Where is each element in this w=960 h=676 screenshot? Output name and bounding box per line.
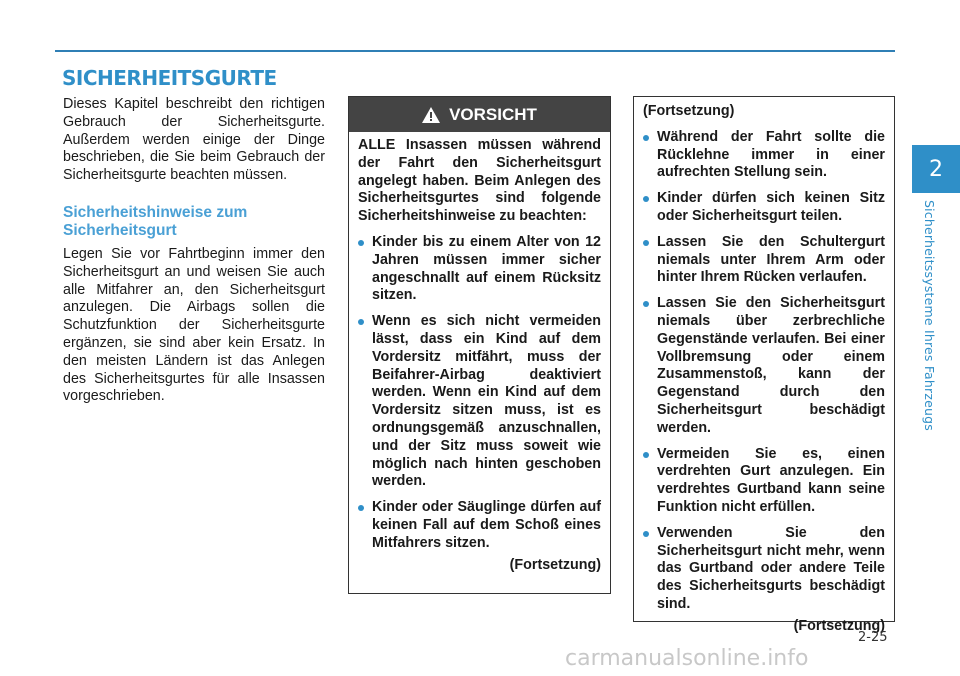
list-item: Vermeiden Sie es, einen verdrehten Gurt anzulegen. Ein verdrehtes Gurtband kann seine Funktion nicht erfüllen. — [643, 446, 885, 517]
subheading: Sicherheitshinweise zum Sicherheitsgurt — [63, 203, 248, 239]
watermark: carmanualsonline.info — [565, 646, 809, 671]
caution-intro: ALLE Insassen müssen während der Fahrt den Sicherheitsgurt angelegt haben. Beim Anlegen des Sicherheitsgurtes sind folgende Sicherheitshinweise zu beachten: — [358, 137, 601, 225]
continued-label: (Fortsetzung) — [793, 617, 885, 634]
list-item: Kinder oder Säuglinge dürfen auf keinen Fall auf dem Schoß eines Mitfahrers sitzen. — [358, 499, 601, 552]
left-column — [63, 96, 325, 406]
top-rule — [55, 50, 895, 52]
body-paragraph: Legen Sie vor Fahrtbeginn immer den Sicherheitsgurt an und weisen Sie auch alle Mitfahrer an, den Sicherheitsgurt anzulegen. Die Airbags sollen die Schutzfunktion der Sicherheitsgurte ergänzen, sie sind aber kein Ersatz. In den meisten Ländern ist das Anlegen des Sicherheitsgurtes für alle Insassen vorgeschrieben. — [63, 245, 325, 405]
list-item: Verwenden Sie den Sicherheitsgurt nicht mehr, wenn das Gurtband oder andere Teile des Sicherheitsgurts beschädigt sind. — [643, 525, 885, 614]
caution-header — [349, 97, 610, 132]
list-item: Lassen Sie den Sicherheitsgurt niemals über zerbrechliche Gegenstände verlaufen. Bei einer Vollbremsung oder einem Zusammenstoß, kann der Gegenstand durch den Sicherheitsgurt beschädigt werden. — [643, 295, 885, 437]
page-number: 2-25 — [858, 630, 888, 645]
chapter-tab: 2 — [912, 145, 960, 193]
list-item: Lassen Sie den Schultergurt niemals unter Ihrem Arm oder hinter Ihrem Rücken verlaufen. — [643, 234, 885, 287]
list-item: Kinder bis zu einem Alter von 12 Jahren müssen immer sicher angeschnallt auf einem Rücksitz sitzen. — [358, 234, 601, 305]
list-item: Wenn es sich nicht vermeiden lässt, dass ein Kind auf dem Vordersitz mitfährt, muss der Beifahrer-Airbag deaktiviert werden. Wenn ein Kind auf dem Vordersitz sitzen muss, ist es ordnungsgemäß anzuschnallen, und der Sitz muss soweit wie möglich nach hinten geschoben werden. — [358, 313, 601, 491]
caution-list — [358, 234, 601, 553]
warning-triangle-icon — [422, 107, 440, 123]
list-item: Während der Fahrt sollte die Rücklehne immer in einer aufrechten Stellung sein. — [643, 129, 885, 182]
section-title: SICHERHEITSGURTE — [62, 66, 277, 90]
intro-paragraph: Dieses Kapitel beschreibt den richtigen Gebrauch der Sicherheitsgurte. Außerdem werden einige der Dinge beschrieben, die Sie beim Gebrauch der Sicherheitsgurte beachten müssen. — [63, 96, 325, 184]
continuation-body — [634, 97, 894, 636]
continuation-box — [633, 96, 895, 634]
caution-body — [349, 132, 610, 574]
continuation-list — [643, 129, 885, 614]
continued-label: (Fortsetzung) — [509, 556, 601, 573]
caution-header-label: VORSICHT — [449, 104, 537, 124]
continuation-heading: (Fortsetzung) — [643, 103, 735, 119]
chapter-title: Sicherheitssysteme Ihres Fahrzeugs — [922, 200, 937, 432]
caution-box — [348, 96, 611, 594]
list-item: Kinder dürfen sich keinen Sitz oder Sicherheitsgurt teilen. — [643, 190, 885, 226]
